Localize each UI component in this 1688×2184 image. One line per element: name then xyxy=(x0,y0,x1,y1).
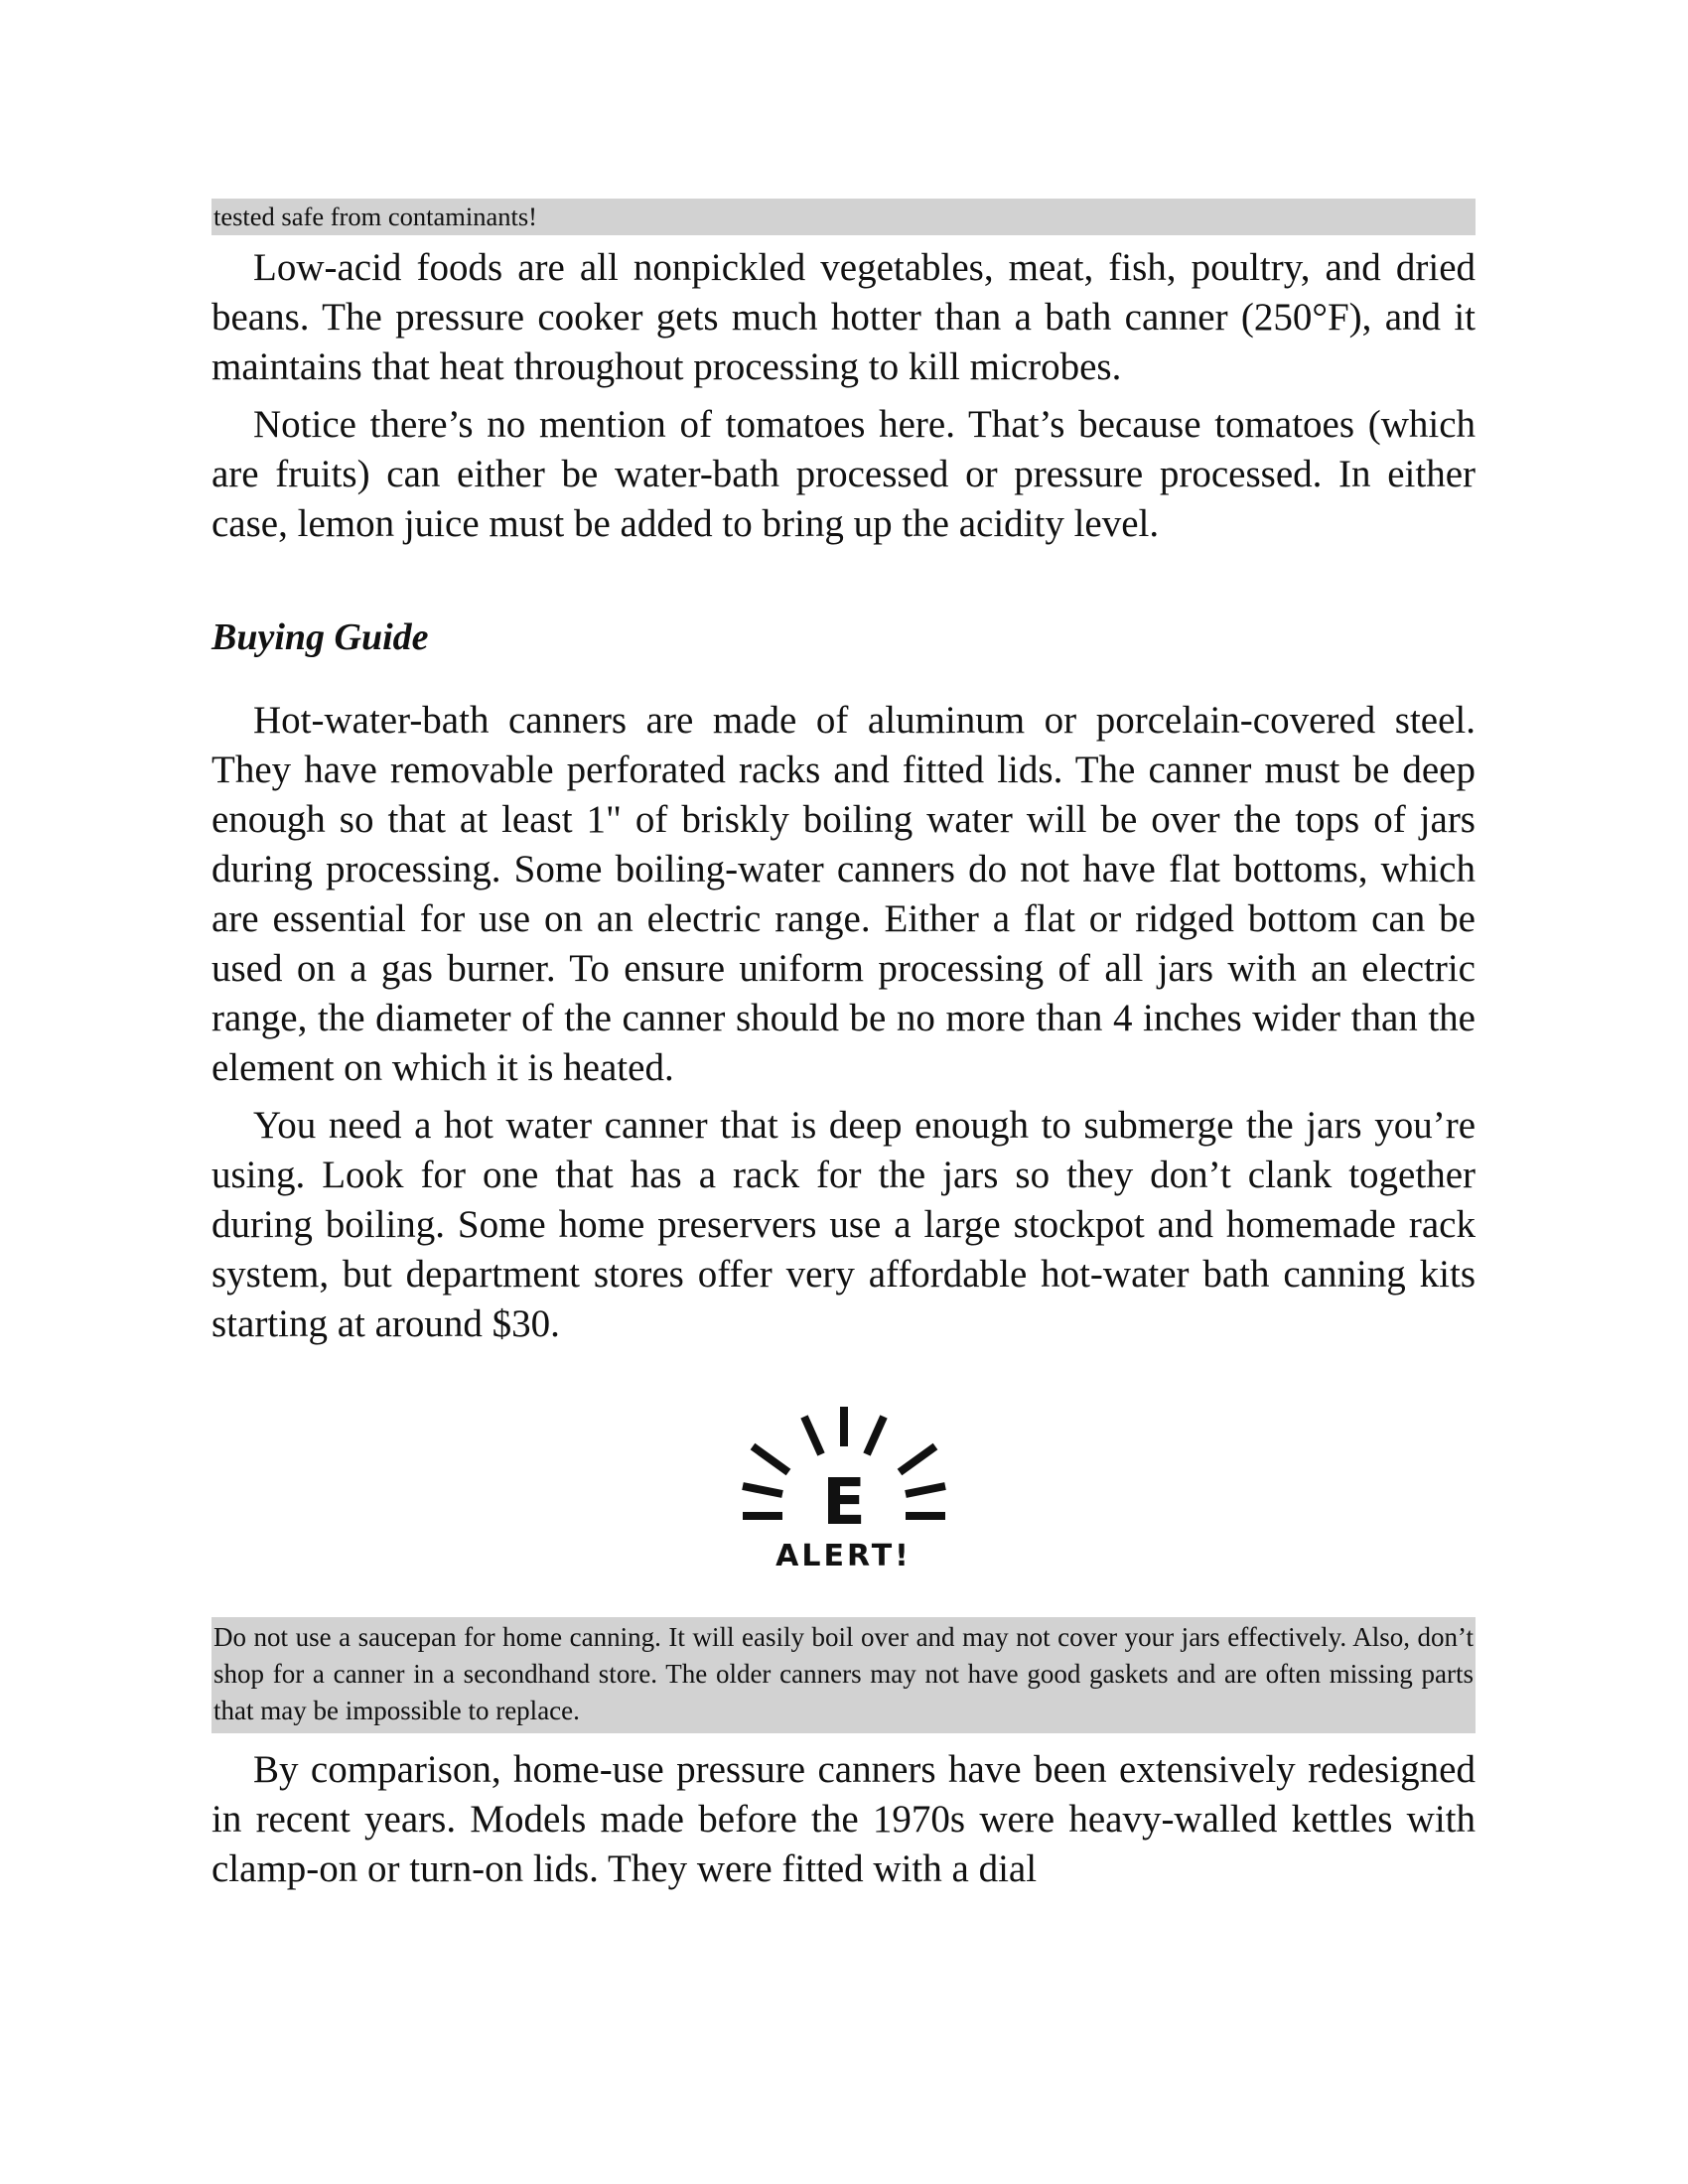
top-note: tested safe from contaminants! xyxy=(211,199,1476,235)
alert-letter: E xyxy=(821,1466,866,1540)
paragraph-canners: Hot-water-bath canners are made of aluminum or porcelain-covered steel. They have removable perforated racks and fitted lids. The canner must be deep enough so that at least 1" of briskly boiling water will be over the tops of jars during processing. Some boiling-water canners do not have flat bottoms, which are essential for use on an electric range. Either a flat or ridged bottom can be used on a gas burner. To ensure uniform processing of all jars with an electric range, the diameter of the canner should be no more than 4 inches wider than the element on which it is heated. xyxy=(211,699,1476,1089)
alert-label: ALERT! xyxy=(775,1539,912,1573)
paragraph-low-acid: Low-acid foods are all nonpickled vegetables, meat, fish, poultry, and dried beans. The pressure cooker gets much hotter than a bath canner (250°F), and it maintains that heat throughout processing to kill microbes. xyxy=(211,246,1476,388)
paragraph-deep-enough: You need a hot water canner that is deep enough to submerge the jars you’re using. Look for one that has a rack for the jars so they don’t clank together during boiling. Some home preservers use a large stockpot and homemade rack system, but department stores offer very affordable hot-water bath canning kits starting at around $30. xyxy=(211,1104,1476,1345)
e-alert-icon xyxy=(725,1395,963,1583)
page-content xyxy=(211,199,1476,1894)
paragraph-comparison: By comparison, home-use pressure canners have been extensively redesigned in recent years. Models made before the 1970s were heavy-walled kettles with clamp-on or turn-on lids. They were fitted with a dial xyxy=(211,1748,1476,1890)
section-heading: Buying Guide xyxy=(211,616,429,658)
alert-box: Do not use a saucepan for home canning. It will easily boil over and may not cover your jars effectively. Also, don’t shop for a canner in a secondhand store. The older canners may not have good gaskets and are often missing parts that may be impossible to replace. xyxy=(211,1617,1476,1733)
paragraph-tomatoes: Notice there’s no mention of tomatoes here. That’s because tomatoes (which are fruits) can either be water-bath processed or pressure processed. In either case, lemon juice must be added to bring up the acidity level. xyxy=(211,403,1476,545)
alert-icon-wrap xyxy=(211,1395,1476,1583)
